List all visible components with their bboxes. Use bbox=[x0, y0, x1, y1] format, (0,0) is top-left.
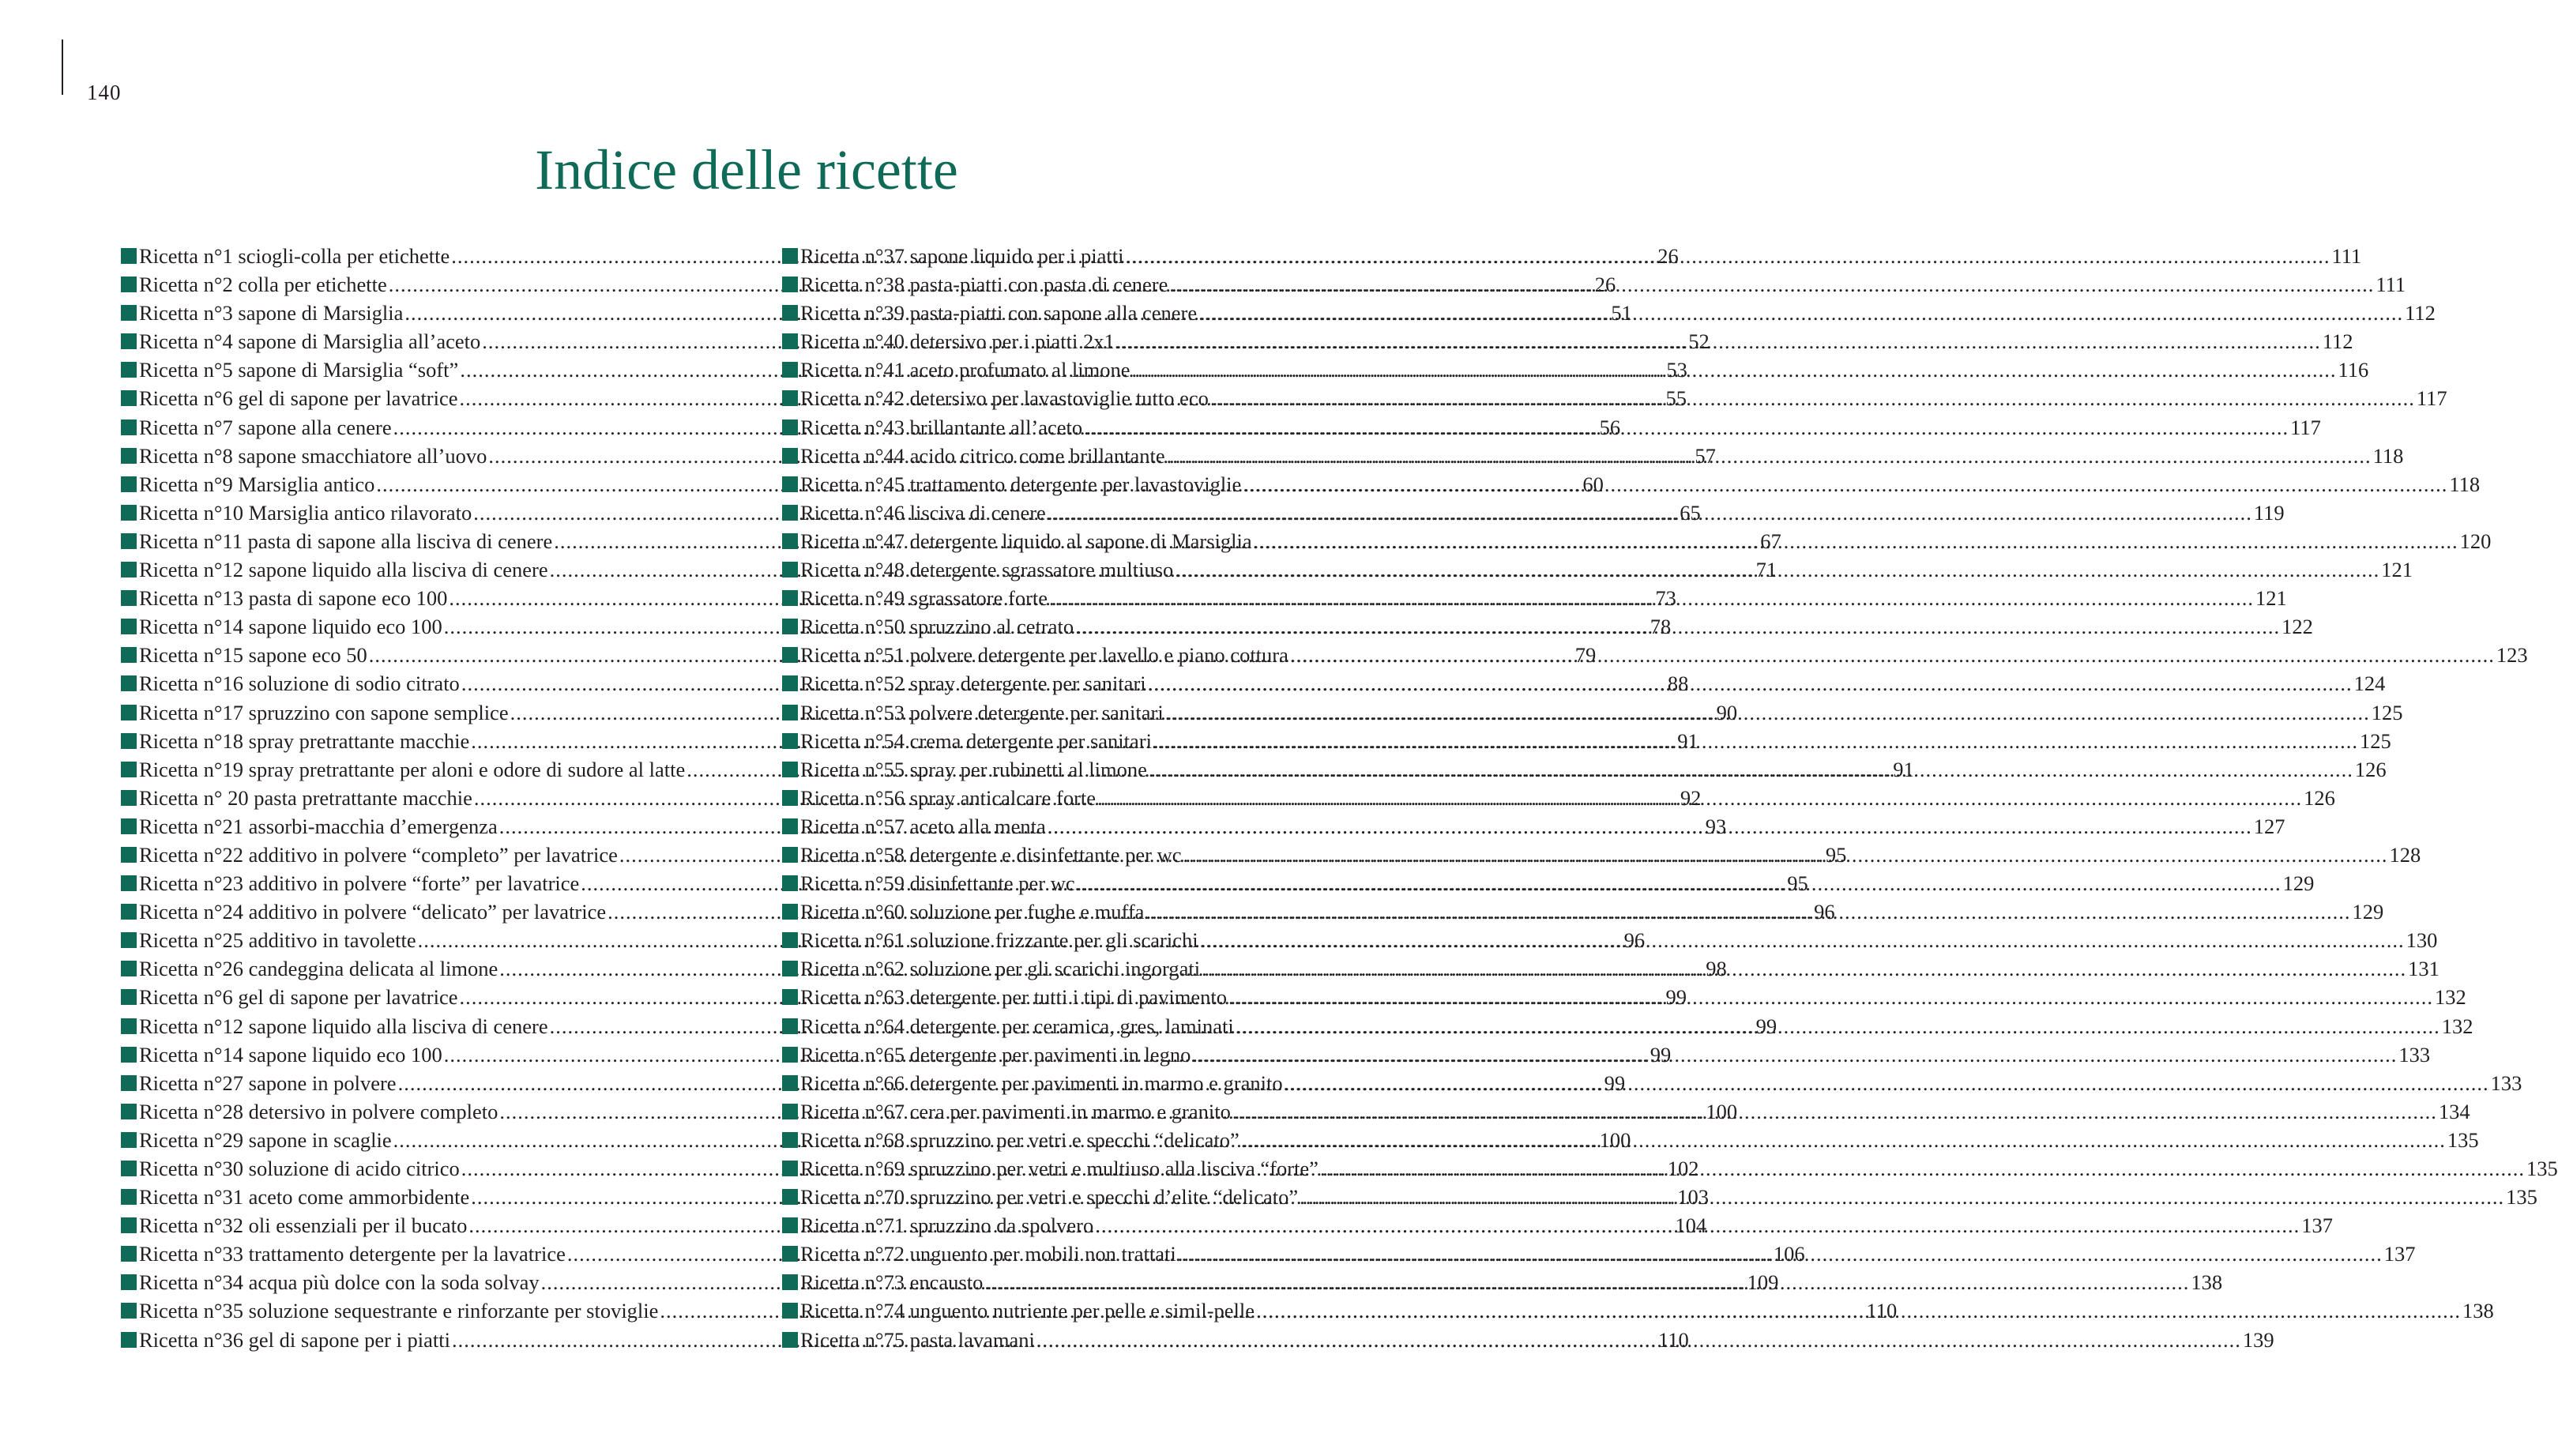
entry-page-number: 116 bbox=[2338, 358, 2369, 382]
square-bullet-icon bbox=[782, 1104, 798, 1119]
entry-label: Ricetta n°56 spray anticalcare forte bbox=[800, 785, 1097, 810]
entry-label: Ricetta n°30 soluzione di acido citrico bbox=[139, 1157, 460, 1180]
square-bullet-icon bbox=[121, 533, 137, 549]
square-bullet-icon bbox=[782, 762, 798, 777]
entry-label: Ricetta n°68 spruzzino per vetri e specchi “delicato” bbox=[800, 1127, 1240, 1152]
entry-page-number: 98 bbox=[1706, 957, 1727, 981]
entry-page-number: 91 bbox=[1677, 728, 1698, 753]
entry-page-number: 129 bbox=[2282, 871, 2315, 896]
dot-leader bbox=[1125, 242, 2330, 270]
square-bullet-icon bbox=[121, 562, 137, 578]
dot-leader bbox=[1285, 1069, 2489, 1097]
entry-label: Ricetta n°48 detergente sgrassatore multiuso bbox=[800, 558, 1174, 582]
page-title: Indice delle ricette bbox=[535, 138, 958, 201]
entry-page-number: 119 bbox=[2253, 500, 2285, 525]
entry-page-number: 110 bbox=[1658, 1327, 1689, 1352]
square-bullet-icon bbox=[121, 904, 137, 920]
square-bullet-icon bbox=[121, 1217, 137, 1233]
entry-page-number: 55 bbox=[1665, 386, 1687, 411]
dot-leader bbox=[1048, 812, 2252, 841]
entry-label: Ricetta n°74 unguento nutriente per pelle e simil-pelle bbox=[800, 1299, 1255, 1323]
entry-label: Ricetta n°27 sapone in polvere bbox=[139, 1070, 397, 1095]
dot-leader bbox=[1145, 897, 2350, 926]
entry-page-number: 103 bbox=[1677, 1185, 1709, 1210]
square-bullet-icon bbox=[782, 1161, 798, 1176]
entry-page-number: 137 bbox=[2301, 1213, 2333, 1238]
entry-page-number: 95 bbox=[1787, 871, 1808, 896]
square-bullet-icon bbox=[782, 277, 798, 292]
entry-page-number: 135 bbox=[2526, 1157, 2558, 1180]
entry-label: Ricetta n°32 oli essenziali per il bucato bbox=[139, 1213, 468, 1238]
square-bullet-icon bbox=[782, 875, 798, 891]
square-bullet-icon bbox=[782, 733, 798, 749]
square-bullet-icon bbox=[782, 1246, 798, 1262]
entry-page-number: 78 bbox=[1650, 615, 1672, 639]
entry-label: Ricetta n°23 additivo in polvere “forte” per lavatrice bbox=[139, 871, 580, 896]
dot-leader bbox=[1153, 727, 2358, 755]
entry-page-number: 135 bbox=[2447, 1127, 2479, 1152]
entry-page-number: 139 bbox=[2242, 1327, 2274, 1352]
dot-leader bbox=[1049, 584, 2254, 612]
square-bullet-icon bbox=[782, 705, 798, 720]
entry-label: Ricetta n°55 spray per rubinetti al limone bbox=[800, 757, 1147, 781]
dot-leader bbox=[1320, 1154, 2525, 1183]
entry-page-number: 129 bbox=[2352, 900, 2384, 924]
entry-label: Ricetta n°5 sapone di Marsiglia “soft” bbox=[139, 358, 459, 382]
entry-page-number: 79 bbox=[1574, 643, 1597, 668]
entry-label: Ricetta n°62 soluzione per gli scarichi ingorgati bbox=[800, 957, 1201, 981]
entry-label: Ricetta n°46 lisciva di cenere bbox=[800, 500, 1046, 525]
dot-leader bbox=[1290, 641, 2495, 669]
dot-leader bbox=[1254, 527, 2458, 555]
entry-label: Ricetta n°41 aceto profumato al limone bbox=[800, 358, 1130, 382]
square-bullet-icon bbox=[121, 305, 137, 321]
entry-page-number: 90 bbox=[1716, 700, 1738, 724]
entry-label: Ricetta n° 20 pasta pretrattante macchie bbox=[139, 785, 472, 810]
square-bullet-icon bbox=[121, 1161, 137, 1176]
entry-page-number: 117 bbox=[2416, 386, 2447, 411]
entry-label: Ricetta n°2 colla per etichette bbox=[139, 273, 387, 297]
square-bullet-icon bbox=[121, 705, 137, 720]
square-bullet-icon bbox=[782, 1303, 798, 1319]
dot-leader bbox=[1232, 1097, 2437, 1126]
entry-page-number: 100 bbox=[1599, 1127, 1631, 1152]
entry-page-number: 117 bbox=[2290, 415, 2321, 439]
square-bullet-icon bbox=[782, 390, 798, 406]
square-bullet-icon bbox=[782, 647, 798, 663]
entry-label: Ricetta n°47 detergente liquido al sapone di Marsiglia bbox=[800, 529, 1252, 553]
square-bullet-icon bbox=[121, 1274, 137, 1290]
entry-page-number: 99 bbox=[1755, 1014, 1777, 1038]
entry-page-number: 60 bbox=[1582, 472, 1604, 496]
entry-page-number: 71 bbox=[1755, 558, 1777, 582]
dot-leader bbox=[1241, 1126, 2446, 1154]
entry-page-number: 88 bbox=[1667, 672, 1689, 696]
dot-leader bbox=[1175, 555, 2379, 584]
square-bullet-icon bbox=[121, 1246, 137, 1262]
dot-leader bbox=[1165, 698, 2370, 727]
entry-label: Ricetta n°12 sapone liquido alla lisciva di cenere bbox=[139, 558, 548, 582]
entry-page-number: 26 bbox=[1657, 244, 1679, 268]
square-bullet-icon bbox=[121, 505, 137, 521]
dot-leader bbox=[1084, 413, 2289, 442]
dot-leader bbox=[1095, 1211, 2300, 1240]
entry-label: Ricetta n°54 crema detergente per sanitari bbox=[800, 728, 1152, 753]
entry-page-number: 137 bbox=[2383, 1242, 2416, 1266]
dot-leader bbox=[1077, 869, 2282, 897]
dot-leader bbox=[1149, 755, 2353, 784]
entry-label: Ricetta n°6 gel di sapone per lavatrice bbox=[139, 386, 458, 411]
entry-label: Ricetta n°38 pasta-piatti con pasta di cenere bbox=[800, 273, 1168, 297]
entry-label: Ricetta n°63 detergente per tutti i tipi di pavimento bbox=[800, 985, 1227, 1010]
entry-page-number: 51 bbox=[1611, 301, 1632, 325]
entry-page-number: 126 bbox=[2304, 785, 2335, 810]
entry-label: Ricetta n°67 cera per pavimenti in marmo e granito bbox=[800, 1099, 1231, 1123]
entry-label: Ricetta n°43 brillantante all’aceto bbox=[800, 415, 1083, 439]
entry-page-number: 109 bbox=[1747, 1270, 1779, 1295]
entry-page-number: 52 bbox=[1688, 329, 1710, 354]
square-bullet-icon bbox=[782, 562, 798, 578]
square-bullet-icon bbox=[782, 505, 798, 521]
entry-label: Ricetta n°22 additivo in polvere “completo” per lavatrice bbox=[139, 842, 618, 867]
entry-label: Ricetta n°50 spruzzino al cetrato bbox=[800, 615, 1074, 639]
dot-leader bbox=[1243, 470, 2447, 499]
entry-page-number: 134 bbox=[2438, 1099, 2470, 1123]
entry-label: Ricetta n°11 pasta di sapone alla lisciva di cenere bbox=[139, 529, 553, 553]
square-bullet-icon bbox=[782, 847, 798, 863]
entry-label: Ricetta n°35 soluzione sequestrante e rinforzante per stoviglie bbox=[139, 1299, 659, 1323]
entry-label: Ricetta n°31 aceto come ammorbidente bbox=[139, 1185, 470, 1210]
square-bullet-icon bbox=[782, 989, 798, 1005]
dot-leader bbox=[1167, 442, 2372, 470]
square-bullet-icon bbox=[121, 1303, 137, 1319]
dot-leader bbox=[1210, 384, 2415, 412]
square-bullet-icon bbox=[782, 333, 798, 349]
entry-page-number: 96 bbox=[1623, 928, 1646, 953]
entry-label: Ricetta n°64 detergente per ceramica, gres, laminati bbox=[800, 1014, 1234, 1038]
entry-page-number: 112 bbox=[2322, 329, 2353, 354]
square-bullet-icon bbox=[782, 1075, 798, 1091]
entry-page-number: 118 bbox=[2372, 443, 2404, 468]
entry-label: Ricetta n°66 detergente per pavimenti in marmo e granito bbox=[800, 1070, 1283, 1095]
entry-page-number: 57 bbox=[1695, 443, 1716, 468]
entry-label: Ricetta n°53 polvere detergente per sanitari bbox=[800, 700, 1164, 724]
dot-leader bbox=[1048, 499, 2252, 527]
square-bullet-icon bbox=[121, 818, 137, 834]
entry-page-number: 99 bbox=[1604, 1070, 1626, 1095]
square-bullet-icon bbox=[121, 277, 137, 292]
square-bullet-icon bbox=[782, 1132, 798, 1148]
entry-page-number: 99 bbox=[1650, 1042, 1672, 1067]
entry-page-number: 132 bbox=[2434, 985, 2466, 1010]
entry-label: Ricetta n°21 assorbi-macchia d’emergenza bbox=[139, 814, 498, 838]
square-bullet-icon bbox=[782, 1018, 798, 1034]
entry-page-number: 118 bbox=[2449, 472, 2481, 496]
dot-leader bbox=[1228, 983, 2433, 1011]
entry-page-number: 110 bbox=[1866, 1299, 1898, 1323]
square-bullet-icon bbox=[121, 248, 137, 264]
square-bullet-icon bbox=[121, 647, 137, 663]
entry-label: Ricetta n°28 detersivo in polvere completo bbox=[139, 1099, 498, 1123]
square-bullet-icon bbox=[121, 733, 137, 749]
entry-label: Ricetta n°18 spray pretrattante macchie bbox=[139, 728, 470, 753]
entry-page-number: 138 bbox=[2191, 1270, 2223, 1295]
entry-page-number: 125 bbox=[2371, 700, 2403, 724]
entry-label: Ricetta n°8 sapone smacchiatore all’uovo bbox=[139, 443, 487, 468]
entry-label: Ricetta n°75 pasta lavamani bbox=[800, 1327, 1035, 1352]
entry-label: Ricetta n°51 polvere detergente per lavello e piano cottura bbox=[800, 643, 1288, 668]
entry-page-number: 128 bbox=[2389, 842, 2421, 867]
entry-label: Ricetta n°70 spruzzino per vetri e specchi d’elite “delicato” bbox=[800, 1185, 1299, 1210]
square-bullet-icon bbox=[121, 932, 137, 948]
dot-leader bbox=[1236, 1012, 2440, 1040]
entry-label: Ricetta n°58 detergente e disinfettante per wc bbox=[800, 842, 1182, 867]
dot-leader bbox=[1148, 669, 2353, 698]
entry-label: Ricetta n°44 acido citrico come brillantante bbox=[800, 443, 1165, 468]
entry-page-number: 91 bbox=[1893, 757, 1914, 781]
square-bullet-icon bbox=[782, 961, 798, 976]
entry-label: Ricetta n°10 Marsiglia antico rilavorato bbox=[139, 500, 472, 525]
entry-page-number: 135 bbox=[2506, 1185, 2537, 1210]
square-bullet-icon bbox=[782, 1189, 798, 1205]
dot-leader bbox=[1198, 299, 2403, 327]
entry-page-number: 123 bbox=[2496, 643, 2528, 668]
square-bullet-icon bbox=[782, 818, 798, 834]
dot-leader bbox=[984, 1268, 2189, 1296]
square-bullet-icon bbox=[782, 932, 798, 948]
dot-leader bbox=[1178, 1240, 2383, 1268]
square-bullet-icon bbox=[121, 989, 137, 1005]
square-bullet-icon bbox=[121, 790, 137, 806]
entry-label: Ricetta n°57 aceto alla menta bbox=[800, 814, 1046, 838]
square-bullet-icon bbox=[121, 448, 137, 464]
square-bullet-icon bbox=[121, 1047, 137, 1063]
square-bullet-icon bbox=[782, 305, 798, 321]
entry-label: Ricetta n°61 soluzione frizzante per gli scarichi bbox=[800, 928, 1198, 953]
page-number: 140 bbox=[87, 81, 122, 104]
entry-page-number: 133 bbox=[2398, 1042, 2431, 1067]
entry-label: Ricetta n°72 unguento per mobili non trattati bbox=[800, 1242, 1176, 1266]
square-bullet-icon bbox=[121, 1075, 137, 1091]
entry-label: Ricetta n°29 sapone in scaglie bbox=[139, 1127, 392, 1152]
entry-label: Ricetta n°19 spray pretrattante per aloni e odore di sudore al latte bbox=[139, 757, 686, 781]
entry-page-number: 67 bbox=[1760, 529, 1781, 553]
entry-page-number: 26 bbox=[1594, 273, 1616, 297]
square-bullet-icon bbox=[782, 590, 798, 606]
square-bullet-icon bbox=[782, 1274, 798, 1290]
square-bullet-icon bbox=[121, 961, 137, 976]
margin-rule bbox=[62, 40, 63, 95]
entry-label: Ricetta n°71 spruzzino da spolvero bbox=[800, 1213, 1094, 1238]
square-bullet-icon bbox=[782, 362, 798, 378]
square-bullet-icon bbox=[121, 1189, 137, 1205]
entry-page-number: 130 bbox=[2406, 928, 2438, 953]
entry-page-number: 132 bbox=[2441, 1014, 2473, 1038]
entry-label: Ricetta n°60 soluzione per fughe e muffa bbox=[800, 900, 1145, 924]
square-bullet-icon bbox=[121, 762, 137, 777]
dot-leader bbox=[1183, 841, 2388, 869]
entry-label: Ricetta n°12 sapone liquido alla lisciva di cenere bbox=[139, 1014, 548, 1038]
entry-page-number: 133 bbox=[2490, 1070, 2522, 1095]
dot-leader bbox=[1116, 327, 2321, 356]
dot-leader bbox=[1200, 926, 2405, 954]
square-bullet-icon bbox=[121, 1332, 137, 1348]
entry-label: Ricetta n°42 detersivo per lavastoviglie tutto eco bbox=[800, 386, 1209, 411]
entry-page-number: 126 bbox=[2354, 757, 2387, 781]
entry-page-number: 120 bbox=[2459, 529, 2492, 553]
entry-label: Ricetta n°15 sapone eco 50 bbox=[139, 643, 367, 668]
entry-label: Ricetta n°14 sapone liquido eco 100 bbox=[139, 615, 442, 639]
square-bullet-icon bbox=[121, 390, 137, 406]
entry-page-number: 65 bbox=[1680, 500, 1701, 525]
dot-leader bbox=[1132, 356, 2337, 384]
entry-page-number: 53 bbox=[1666, 358, 1687, 382]
entry-label: Ricetta n°40 detersivo per i piatti 2x1 bbox=[800, 329, 1115, 354]
dot-leader bbox=[1202, 954, 2406, 983]
entry-label: Ricetta n°6 gel di sapone per lavatrice bbox=[139, 985, 458, 1010]
square-bullet-icon bbox=[121, 476, 137, 492]
entry-page-number: 56 bbox=[1599, 415, 1621, 439]
entry-label: Ricetta n°33 trattamento detergente per la lavatrice bbox=[139, 1242, 566, 1266]
square-bullet-icon bbox=[782, 1332, 798, 1348]
entry-label: Ricetta n°24 additivo in polvere “delicato” per lavatrice bbox=[139, 900, 607, 924]
square-bullet-icon bbox=[121, 675, 137, 691]
square-bullet-icon bbox=[782, 619, 798, 634]
entry-label: Ricetta n°39 pasta-piatti con sapone alla cenere bbox=[800, 301, 1198, 325]
square-bullet-icon bbox=[782, 904, 798, 920]
entry-label: Ricetta n°49 sgrassatore forte bbox=[800, 586, 1048, 611]
entry-label: Ricetta n°3 sapone di Marsiglia bbox=[139, 301, 404, 325]
entry-page-number: 96 bbox=[1814, 900, 1835, 924]
dot-leader bbox=[1036, 1326, 2241, 1354]
entry-label: Ricetta n°14 sapone liquido eco 100 bbox=[139, 1042, 442, 1067]
entry-label: Ricetta n°17 spruzzino con sapone semplice bbox=[139, 700, 509, 724]
entry-page-number: 104 bbox=[1675, 1213, 1707, 1238]
entry-page-number: 92 bbox=[1680, 785, 1702, 810]
entry-page-number: 95 bbox=[1825, 842, 1847, 867]
dot-leader bbox=[1097, 784, 2302, 812]
square-bullet-icon bbox=[121, 333, 137, 349]
square-bullet-icon bbox=[121, 1132, 137, 1148]
square-bullet-icon bbox=[782, 1047, 798, 1063]
square-bullet-icon bbox=[782, 675, 798, 691]
entry-label: Ricetta n°26 candeggina delicata al limone bbox=[139, 957, 498, 981]
dot-leader bbox=[1300, 1183, 2504, 1211]
entry-page-number: 127 bbox=[2253, 814, 2285, 838]
entry-page-number: 121 bbox=[2255, 586, 2287, 611]
entry-page-number: 122 bbox=[2282, 615, 2313, 639]
square-bullet-icon bbox=[121, 590, 137, 606]
square-bullet-icon bbox=[782, 419, 798, 435]
entry-page-number: 121 bbox=[2381, 558, 2413, 582]
dot-leader bbox=[1192, 1040, 2397, 1069]
square-bullet-icon bbox=[121, 1104, 137, 1119]
square-bullet-icon bbox=[121, 362, 137, 378]
entry-page-number: 73 bbox=[1655, 586, 1676, 611]
entry-label: Ricetta n°36 gel di sapone per i piatti bbox=[139, 1327, 451, 1352]
entry-page-number: 99 bbox=[1665, 985, 1687, 1010]
dot-leader bbox=[1075, 612, 2280, 641]
square-bullet-icon bbox=[782, 448, 798, 464]
square-bullet-icon bbox=[121, 1018, 137, 1034]
square-bullet-icon bbox=[782, 1217, 798, 1233]
entry-label: Ricetta n°59 disinfettante per wc bbox=[800, 871, 1075, 896]
entry-page-number: 102 bbox=[1667, 1157, 1699, 1180]
square-bullet-icon bbox=[782, 790, 798, 806]
dot-leader bbox=[1169, 270, 2374, 299]
square-bullet-icon bbox=[121, 847, 137, 863]
entry-page-number: 106 bbox=[1773, 1242, 1805, 1266]
entry-page-number: 131 bbox=[2408, 957, 2440, 981]
entry-page-number: 112 bbox=[2405, 301, 2436, 325]
entry-label: Ricetta n°45 trattamento detergente per lavastoviglie bbox=[800, 472, 1242, 496]
entry-label: Ricetta n°52 spray detergente per sanitari bbox=[800, 672, 1146, 696]
entry-label: Ricetta n°65 detergente per pavimenti in legno bbox=[800, 1042, 1191, 1067]
entry-label: Ricetta n°4 sapone di Marsiglia all’aceto bbox=[139, 329, 481, 354]
entry-page-number: 111 bbox=[2376, 273, 2406, 297]
entry-page-number: 138 bbox=[2462, 1299, 2494, 1323]
square-bullet-icon bbox=[121, 419, 137, 435]
square-bullet-icon bbox=[121, 619, 137, 634]
square-bullet-icon bbox=[782, 533, 798, 549]
entry-page-number: 111 bbox=[2331, 244, 2362, 268]
dot-leader bbox=[1256, 1296, 2461, 1325]
entry-label: Ricetta n°25 additivo in tavolette bbox=[139, 928, 416, 953]
square-bullet-icon bbox=[782, 476, 798, 492]
entry-label: Ricetta n°7 sapone alla cenere bbox=[139, 415, 392, 439]
entry-label: Ricetta n°37 sapone liquido per i piatti bbox=[800, 244, 1124, 268]
square-bullet-icon bbox=[121, 875, 137, 891]
entry-label: Ricetta n°34 acqua più dolce con la soda solvay bbox=[139, 1270, 540, 1295]
entry-label: Ricetta n°13 pasta di sapone eco 100 bbox=[139, 586, 448, 611]
entry-label: Ricetta n°69 spruzzino per vetri e multiuso alla lisciva “forte” bbox=[800, 1157, 1318, 1180]
entry-label: Ricetta n°73 encausto bbox=[800, 1270, 984, 1295]
entry-label: Ricetta n°9 Marsiglia antico bbox=[139, 472, 375, 496]
entry-page-number: 100 bbox=[1706, 1099, 1738, 1123]
entry-label: Ricetta n°1 sciogli-colla per etichette bbox=[139, 244, 450, 268]
entry-page-number: 125 bbox=[2359, 728, 2391, 753]
entry-page-number: 93 bbox=[1705, 814, 1727, 838]
square-bullet-icon bbox=[782, 248, 798, 264]
entry-page-number: 124 bbox=[2353, 672, 2386, 696]
entry-label: Ricetta n°16 soluzione di sodio citrato bbox=[139, 672, 460, 696]
